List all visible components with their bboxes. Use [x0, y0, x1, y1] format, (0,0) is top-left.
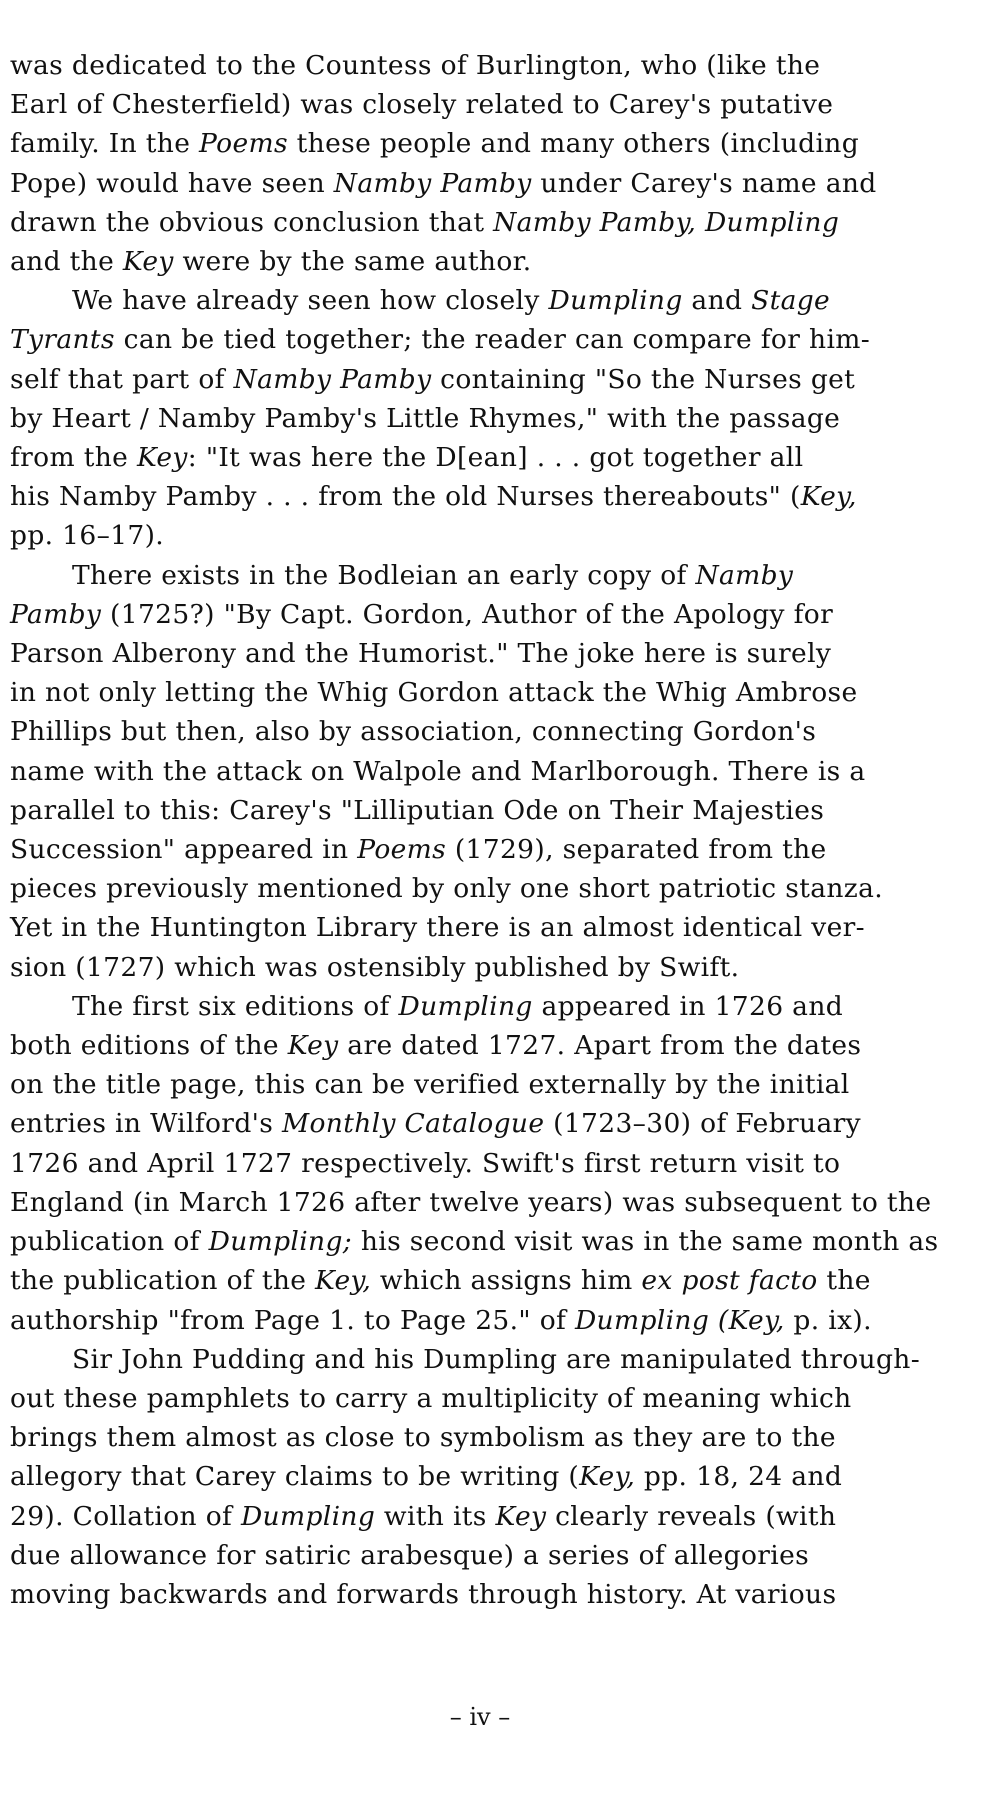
italic-text: Dumpling;	[208, 1226, 353, 1258]
italic-text: Key,	[315, 1265, 372, 1297]
italic-text: Namby Pamby	[233, 363, 432, 395]
text-line: drawn the obvious conclusion that Namby Pamby, Dumpling	[10, 206, 840, 238]
text-line: pp. 16–17).	[10, 520, 165, 552]
italic-text: Key,	[800, 481, 857, 513]
text-line: authorship "from Page 1. to Page 25." of Dumpling (Key, p. ix).	[10, 1304, 872, 1336]
italic-text: Dumpling (Key,	[574, 1304, 785, 1336]
italic-text: Pamby	[10, 598, 102, 630]
text-line: Sir John Pudding and his Dumpling are manipulated through-	[72, 1343, 920, 1375]
italic-text: Dumpling	[398, 990, 533, 1022]
text-line: family. In the Poems these people and many others (including	[10, 128, 860, 160]
text-line: Succession" appeared in Poems (1729), separated from the	[10, 834, 827, 866]
text-line: parallel to this: Carey's "Lilliputian Ode on Their Majesties	[10, 794, 825, 826]
italic-text: Namby Pamby	[333, 167, 532, 199]
text-line: self that part of Namby Pamby containing "So the Nurses get	[10, 363, 856, 395]
text-line: There exists in the Bodleian an early copy of Namby	[72, 559, 794, 591]
text-line: pieces previously mentioned by only one short patriotic stanza.	[10, 873, 883, 905]
italic-text: Key	[122, 246, 174, 278]
text-line: 29). Collation of Dumpling with its Key clearly reveals (with	[10, 1500, 837, 1532]
text-line: entries in Wilford's Monthly Catalogue (1723–30) of February	[10, 1108, 861, 1140]
text-line: both editions of the Key are dated 1727. Apart from the dates	[10, 1030, 862, 1062]
italic-text: Key	[136, 442, 188, 474]
text-line: due allowance for satiric arabesque) a series of allegories	[10, 1539, 810, 1571]
text-line: from the Key: "It was here the D[ean] . . . got together all	[10, 442, 804, 474]
text-line: Earl of Chesterfield) was closely related to Carey's putative	[10, 89, 834, 121]
italic-text: Poems	[357, 834, 447, 866]
italic-text: Monthly Catalogue	[282, 1108, 545, 1140]
text-line: on the title page, this can be verified externally by the initial	[10, 1069, 850, 1101]
italic-text: Key,	[579, 1461, 636, 1493]
text-line: Pope) would have seen Namby Pamby under Carey's name and	[10, 167, 877, 199]
italic-text: Dumpling	[548, 285, 683, 317]
italic-text: ex post facto	[641, 1265, 818, 1297]
page-body	[10, 46, 995, 1614]
text-line: Tyrants can be tied together; the reader can compare for him-	[10, 324, 871, 356]
italic-text: Key	[495, 1500, 547, 1532]
italic-text: Namby	[695, 559, 794, 591]
text-line: Pamby (1725?) "By Capt. Gordon, Author of the Apology for	[10, 598, 834, 630]
italic-text: Key	[287, 1030, 339, 1062]
text-line: out these pamphlets to carry a multiplicity of meaning which	[10, 1382, 852, 1414]
paragraph	[10, 987, 995, 1340]
page-number: – iv –	[449, 1703, 511, 1731]
text-line: in not only letting the Whig Gordon attack the Whig Ambrose	[10, 677, 858, 709]
text-line: Parson Alberony and the Humorist." The joke here is surely	[10, 638, 832, 670]
italic-text: Namby Pamby, Dumpling	[493, 206, 840, 238]
text-line: Yet in the Huntington Library there is an almost identical ver-	[10, 912, 865, 944]
text-line: his Namby Pamby . . . from the old Nurses thereabouts" (Key,	[10, 481, 857, 513]
text-line: name with the attack on Walpole and Marlborough. There is a	[10, 755, 866, 787]
text-line: and the Key were by the same author.	[10, 246, 532, 278]
text-line: by Heart / Namby Pamby's Little Rhymes," with the passage	[10, 402, 841, 434]
text-line: England (in March 1726 after twelve years) was subsequent to the	[10, 1186, 932, 1218]
text-line: brings them almost as close to symbolism as they are to the	[10, 1422, 836, 1454]
text-line: sion (1727) which was ostensibly published by Swift.	[10, 951, 740, 983]
text-line: allegory that Carey claims to be writing (Key, pp. 18, 24 and	[10, 1461, 843, 1493]
text-line: was dedicated to the Countess of Burlington, who (like the	[10, 50, 821, 81]
italic-text: Poems	[199, 128, 288, 160]
italic-text: Stage	[751, 285, 831, 317]
paragraph	[10, 46, 995, 281]
text-line: We have already seen how closely Dumpling and Stage	[72, 285, 831, 317]
text-line: Phillips but then, also by association, connecting Gordon's	[10, 716, 817, 748]
text-line: 1726 and April 1727 respectively. Swift's first return visit to	[10, 1147, 841, 1179]
text-line: the publication of the Key, which assigns him ex post facto the	[10, 1265, 871, 1297]
text-line: publication of Dumpling; his second visit was in the same month as	[10, 1226, 939, 1258]
paragraph	[10, 556, 995, 987]
paragraph	[10, 1340, 995, 1614]
italic-text: Tyrants	[10, 324, 115, 356]
text-line: The first six editions of Dumpling appeared in 1726 and	[72, 990, 844, 1022]
italic-text: Dumpling	[240, 1500, 376, 1532]
paragraph	[10, 281, 995, 555]
text-line: moving backwards and forwards through history. At various	[10, 1578, 837, 1610]
